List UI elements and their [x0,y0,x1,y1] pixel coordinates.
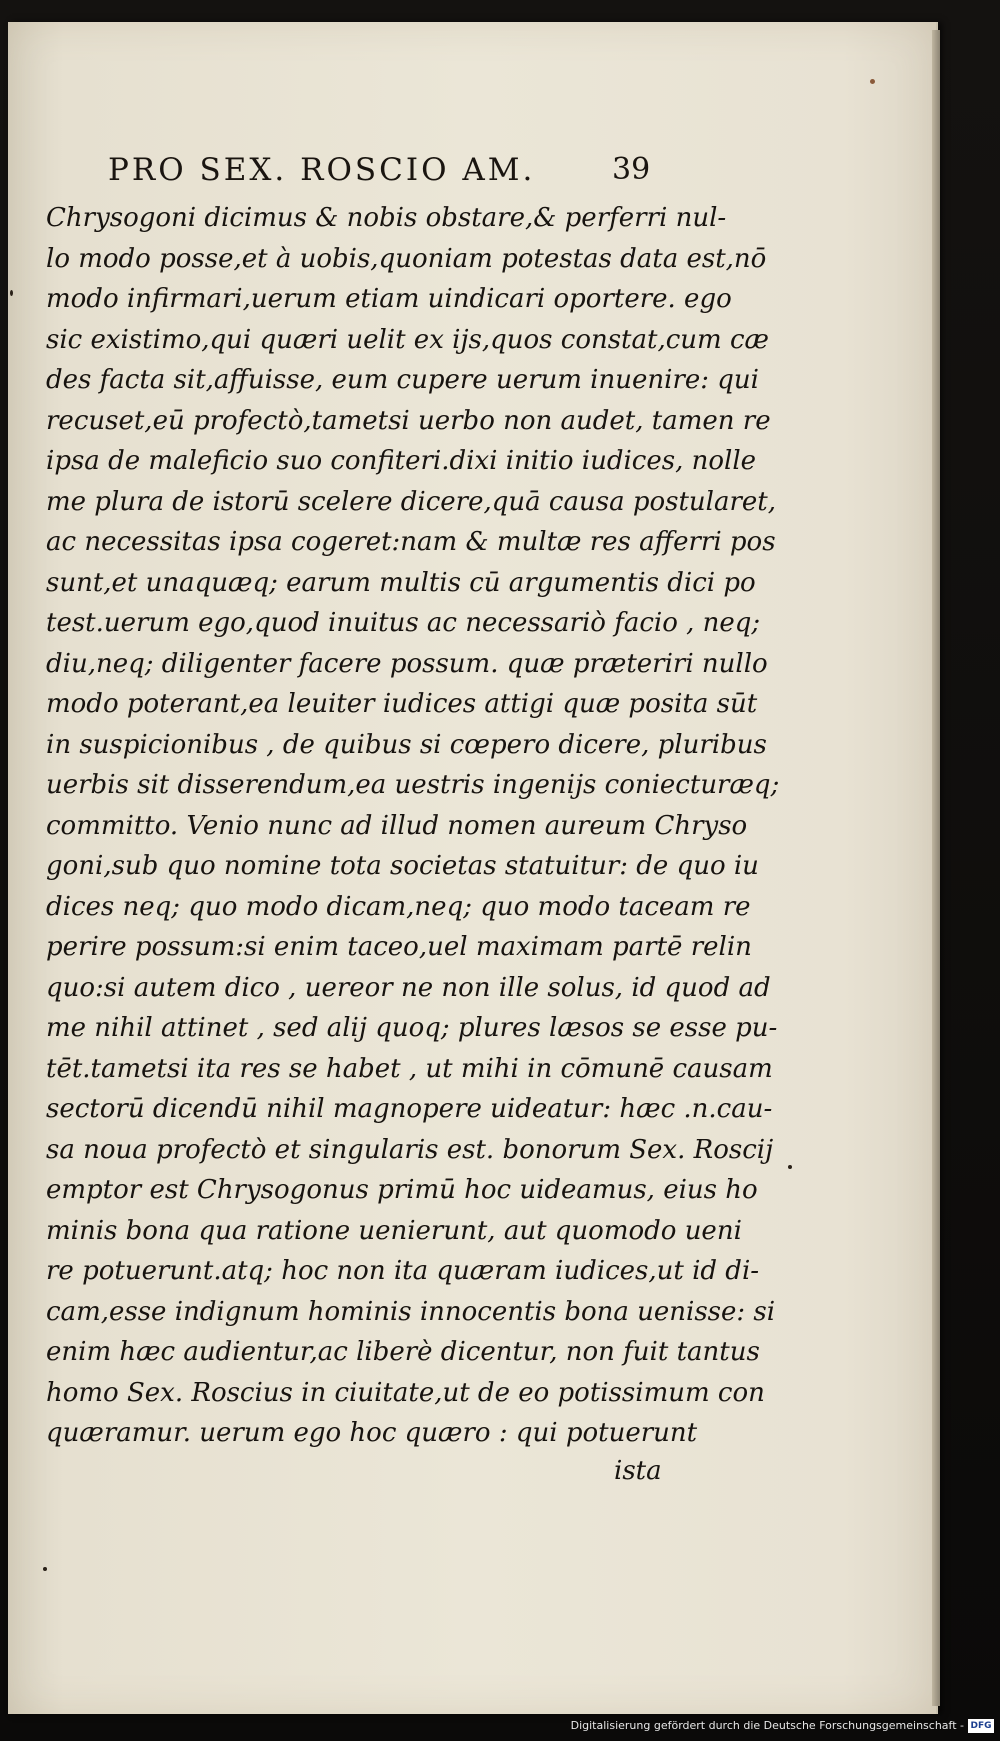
text-line: committo. Venio nunc ad illud nomen aureum Chryso [46,810,748,841]
page-edge [932,30,940,1706]
text-line: ipsa de maleficio suo confiteri.dixi initio iudices, nolle [46,446,757,476]
text-line: in suspicionibus , de quibus si cœpero dicere, pluribus [46,729,767,760]
text-line: tēt.tametsi ita res se habet , ut mihi in cōmunē causam [46,1053,773,1084]
text-line: uerbis sit disserendum,ea uestris ingenijs coniecturæq; [46,770,780,800]
text-line: quo:si autem dico , uereor ne non ille solus, id quod ad [46,972,771,1003]
text-line: sic existimo,qui quæri uelit ex ijs,quos constat,cum cæ [46,324,769,355]
digitization-credit: Digitalisierung gefördert durch die Deutsche Forschungsgemeinschaft - [570,1719,964,1732]
text-line: diu,neq; diligenter facere possum. quæ præteriri nullo [46,648,768,679]
page-number: 39 [612,152,651,187]
text-line: perire possum:si enim taceo,uel maximam partē relin [46,932,752,962]
paper-speck [870,79,875,84]
text-line: minis bona qua ratione uenierunt, aut quomodo ueni [46,1215,742,1246]
text-line: goni,sub quo nomine tota societas statuitur: de quo iu [46,851,759,881]
text-line: Chrysogoni dicimus & nobis obstare,& perferri nul- [46,203,727,233]
text-line: enim hæc audientur,ac liberè dicentur, non fuit tantus [46,1337,760,1367]
text-line: recuset,eū profectò,tametsi uerbo non audet, tamen re [46,405,771,436]
running-head: PRO SEX. ROSCIO AM. [108,152,536,188]
paper-speck [43,1567,47,1571]
text-line: modo infirmari,uerum etiam uindicari oportere. ego [46,284,732,314]
text-line: quæramur. uerum ego hoc quæro : qui potuerunt [46,1418,698,1448]
text-line: des facta sit,affuisse, eum cupere uerum inuenire: qui [46,365,759,395]
text-line: sa noua profectò et singularis est. bonorum Sex. Roscij [46,1134,774,1165]
text-line: re potuerunt.atq; hoc non ita quæram iudices,ut id di- [46,1256,760,1286]
text-line: ac necessitas ipsa cogeret:nam & multæ res afferri pos [46,527,776,557]
body-text [46,198,780,1454]
text-line: me plura de istorū scelere dicere,quā causa postularet, [46,486,777,517]
text-line: sunt,et unaquæq; earum multis cū argumentis dici po [46,567,756,598]
text-line: lo modo posse,et à uobis,quoniam potestas data est,nō [46,243,767,274]
text-line: dices neq; quo modo dicam,neq; quo modo taceam re [46,891,751,922]
paper-speck [788,1165,792,1169]
book-page [8,22,938,1714]
footer-bar [0,1717,1000,1741]
text-line: emptor est Chrysogonus primū hoc uideamus, eius ho [46,1175,758,1205]
dfg-logo: DFG [968,1719,994,1733]
text-line: homo Sex. Roscius in ciuitate,ut de eo potissimum con [46,1377,765,1408]
text-line: cam,esse indignum hominis innocentis bona uenisse: si [46,1296,776,1327]
paper-speck [10,290,13,296]
text-line: sectorū dicendū nihil magnopere uideatur: hæc .n.cau- [46,1094,773,1124]
catchword: ista [614,1456,662,1486]
text-line: test.uerum ego,quod inuitus ac necessariò facio , neq; [46,608,761,638]
text-line: me nihil attinet , sed alij quoq; plures læsos se esse pu- [46,1013,778,1043]
text-line: modo poterant,ea leuiter iudices attigi quæ posita sūt [46,689,758,719]
